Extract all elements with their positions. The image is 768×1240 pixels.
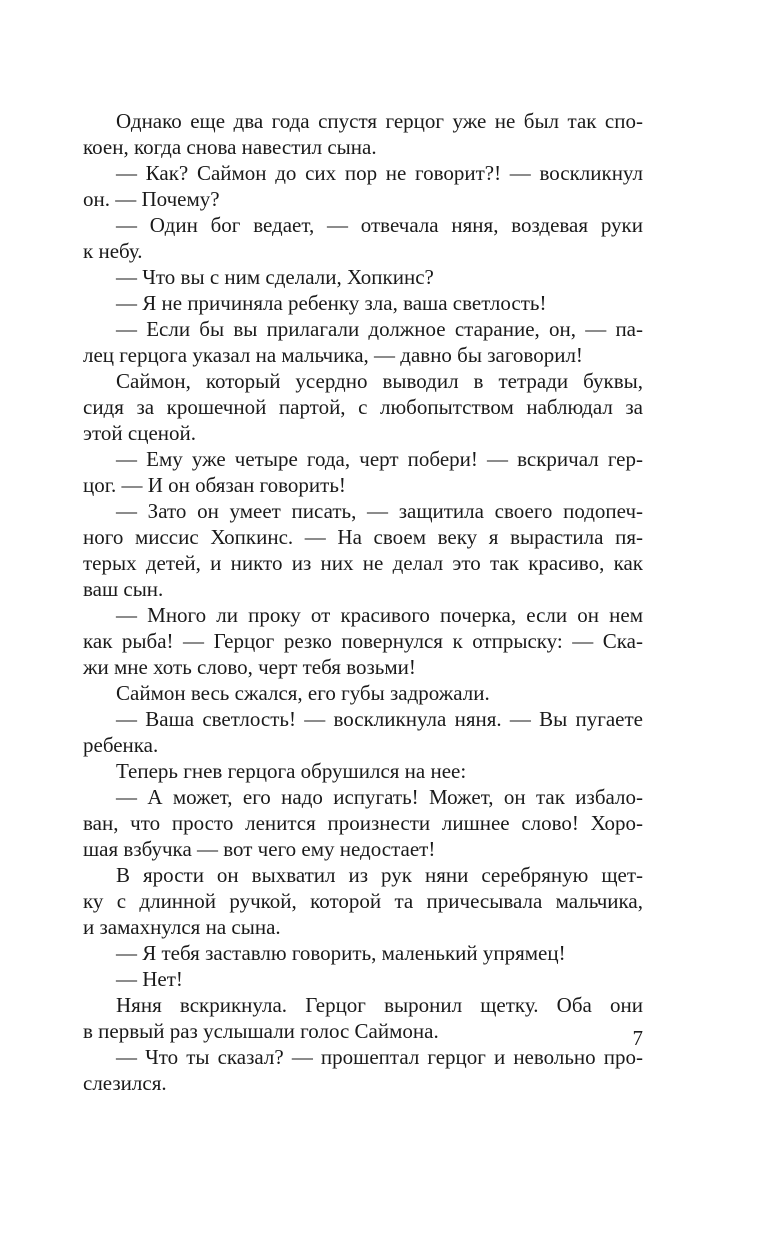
text-line: ван, что просто ленится произнести лишнее слово! Хоро- bbox=[83, 811, 643, 835]
text-line: — А может, его надо испугать! Может, он так избало- bbox=[116, 785, 643, 809]
text-line: ваш сын. bbox=[83, 577, 164, 601]
text-line: в первый раз услышали голос Саймона. bbox=[83, 1019, 439, 1043]
text-line: ребенка. bbox=[83, 733, 159, 757]
text-line: жи мне хоть слово, черт тебя возьми! bbox=[83, 655, 416, 679]
text-line: — Я тебя заставлю говорить, маленький упрямец! bbox=[116, 941, 566, 965]
text-line: — Что вы с ним сделали, Хопкинс? bbox=[116, 265, 434, 289]
text-line: лец герцога указал на мальчика, — давно бы заговорил! bbox=[83, 343, 583, 367]
text-line: — Если бы вы прилагали должное старание, он, — па- bbox=[116, 317, 643, 341]
text-line: — Ваша светлость! — воскликнула няня. — Вы пугаете bbox=[116, 707, 643, 731]
page-number: 7 bbox=[632, 1026, 643, 1050]
text-line: ного миссис Хопкинс. — На своем веку я вырастила пя- bbox=[83, 525, 643, 549]
text-line: В ярости он выхватил из рук няни серебряную щет- bbox=[116, 863, 643, 887]
text-line: — Что ты сказал? — прошептал герцог и невольно про- bbox=[116, 1045, 643, 1069]
text-line: сидя за крошечной партой, с любопытством наблюдал за bbox=[83, 395, 643, 419]
text-line: к небу. bbox=[83, 239, 143, 263]
text-line: Саймон, который усердно выводил в тетради буквы, bbox=[116, 369, 643, 393]
text-line: — Как? Саймон до сих пор не говорит?! — воскликнул bbox=[116, 161, 643, 185]
text-line: Няня вскрикнула. Герцог выронил щетку. Оба они bbox=[116, 993, 643, 1017]
text-line: Однако еще два года спустя герцог уже не был так спо- bbox=[116, 109, 643, 133]
text-line: — Нет! bbox=[116, 967, 183, 991]
text-line: и замахнулся на сына. bbox=[83, 915, 281, 939]
text-line: слезился. bbox=[83, 1071, 167, 1095]
text-line: — Много ли проку от красивого почерка, если он нем bbox=[116, 603, 643, 627]
text-line: Теперь гнев герцога обрушился на нее: bbox=[116, 759, 467, 783]
text-line: — Ему уже четыре года, черт побери! — вскричал гер- bbox=[116, 447, 643, 471]
body-text bbox=[83, 108, 643, 1096]
text-line: — Один бог ведает, — отвечала няня, воздевая руки bbox=[116, 213, 643, 237]
text-line: коен, когда снова навестил сына. bbox=[83, 135, 377, 159]
text-line: — Я не причиняла ребенку зла, ваша светлость! bbox=[116, 291, 547, 315]
text-line: цог. — И он обязан говорить! bbox=[83, 473, 346, 497]
text-line: Саймон весь сжался, его губы задрожали. bbox=[116, 681, 490, 705]
text-line: он. — Почему? bbox=[83, 187, 220, 211]
text-line: терых детей, и никто из них не делал это так красиво, как bbox=[83, 551, 643, 575]
text-line: этой сценой. bbox=[83, 421, 197, 445]
text-line: шая взбучка — вот чего ему недостает! bbox=[83, 837, 436, 861]
text-line: — Зато он умеет писать, — защитила своего подопеч- bbox=[116, 499, 643, 523]
text-line: ку с длинной ручкой, которой та причесывала мальчика, bbox=[83, 889, 643, 913]
text-line: как рыба! — Герцог резко повернулся к отпрыску: — Ска- bbox=[83, 629, 643, 653]
